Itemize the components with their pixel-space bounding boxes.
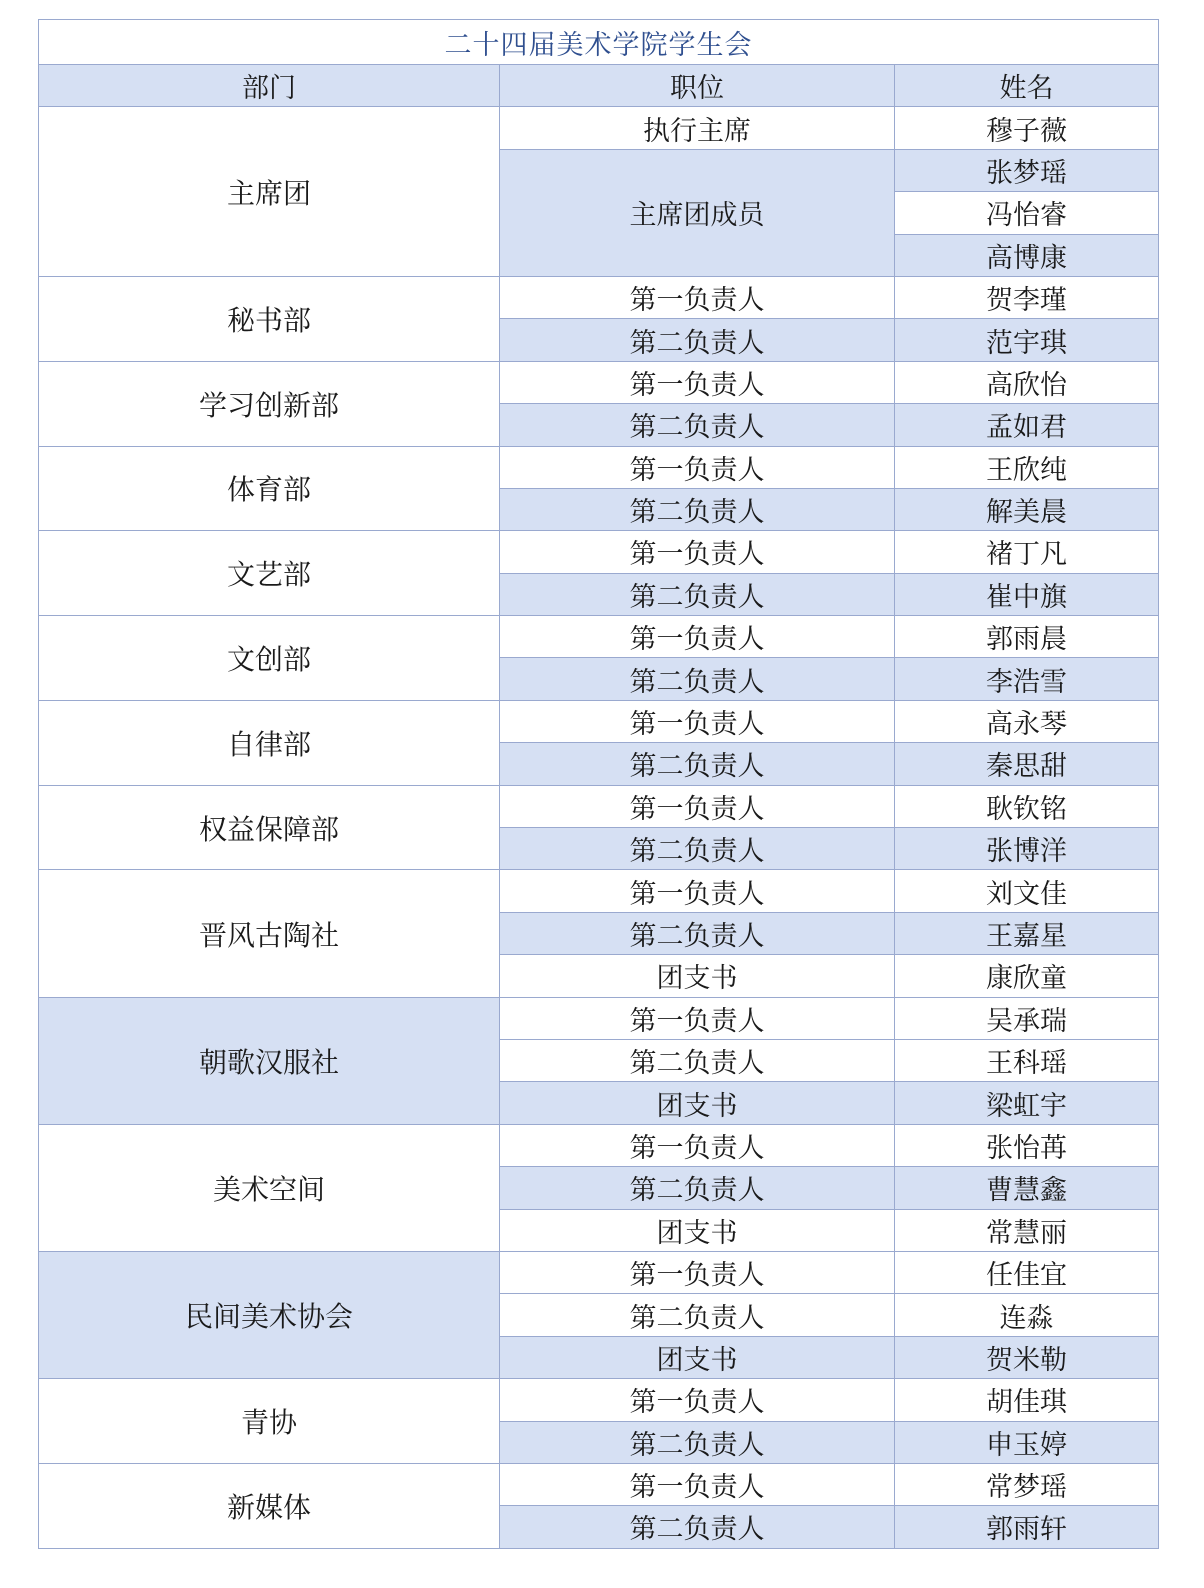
position-cell: 第一负责人	[500, 785, 895, 827]
dept-cell: 晋风古陶社	[39, 870, 500, 997]
name-cell: 范宇琪	[895, 319, 1159, 361]
table-row	[39, 785, 1159, 827]
table-row	[39, 276, 1159, 318]
name-cell: 王欣纯	[895, 446, 1159, 488]
position-cell: 第一负责人	[500, 616, 895, 658]
name-cell: 冯怡睿	[895, 192, 1159, 234]
name-cell: 高博康	[895, 234, 1159, 276]
name-cell: 贺李瑾	[895, 276, 1159, 318]
name-cell: 郭雨轩	[895, 1506, 1159, 1548]
name-cell: 秦思甜	[895, 743, 1159, 785]
dept-cell: 文创部	[39, 616, 500, 701]
name-cell: 梁虹宇	[895, 1082, 1159, 1124]
name-cell: 张怡苒	[895, 1124, 1159, 1166]
header-position: 职位	[500, 65, 895, 107]
position-cell: 第二负责人	[500, 1506, 895, 1548]
position-cell: 第二负责人	[500, 573, 895, 615]
position-cell: 第二负责人	[500, 1167, 895, 1209]
position-cell: 第一负责人	[500, 361, 895, 403]
position-cell: 第一负责人	[500, 997, 895, 1039]
name-cell: 曹慧鑫	[895, 1167, 1159, 1209]
dept-cell: 民间美术协会	[39, 1251, 500, 1378]
dept-cell: 秘书部	[39, 276, 500, 361]
name-cell: 崔中旗	[895, 573, 1159, 615]
table-row	[39, 531, 1159, 573]
position-cell: 第一负责人	[500, 531, 895, 573]
position-cell: 第二负责人	[500, 912, 895, 954]
table-row	[39, 1124, 1159, 1166]
position-cell: 第一负责人	[500, 276, 895, 318]
name-cell: 连淼	[895, 1294, 1159, 1336]
name-cell: 孟如君	[895, 404, 1159, 446]
dept-cell: 美术空间	[39, 1124, 500, 1251]
name-cell: 李浩雪	[895, 658, 1159, 700]
name-cell: 王嘉星	[895, 912, 1159, 954]
name-cell: 穆子薇	[895, 107, 1159, 149]
dept-cell: 朝歌汉服社	[39, 997, 500, 1124]
table-row	[39, 1251, 1159, 1293]
name-cell: 解美晨	[895, 488, 1159, 530]
table-row	[39, 700, 1159, 742]
name-cell: 张梦瑶	[895, 149, 1159, 191]
position-cell: 第一负责人	[500, 1463, 895, 1505]
dept-cell: 体育部	[39, 446, 500, 531]
position-cell: 第一负责人	[500, 446, 895, 488]
position-cell: 第二负责人	[500, 1421, 895, 1463]
roster-body	[39, 107, 1159, 1548]
dept-cell: 自律部	[39, 700, 500, 785]
table-row	[39, 446, 1159, 488]
name-cell: 王科瑶	[895, 1039, 1159, 1081]
position-cell: 主席团成员	[500, 149, 895, 276]
dept-cell: 青协	[39, 1379, 500, 1464]
name-cell: 张博洋	[895, 828, 1159, 870]
position-cell: 第二负责人	[500, 1039, 895, 1081]
name-cell: 耿钦铭	[895, 785, 1159, 827]
table-row	[39, 1463, 1159, 1505]
position-cell: 第二负责人	[500, 828, 895, 870]
position-cell: 第一负责人	[500, 1379, 895, 1421]
table-row	[39, 1379, 1159, 1421]
name-cell: 常梦瑶	[895, 1463, 1159, 1505]
header-dept: 部门	[39, 65, 500, 107]
position-cell: 第二负责人	[500, 1294, 895, 1336]
position-cell: 第一负责人	[500, 1251, 895, 1293]
name-cell: 高欣怡	[895, 361, 1159, 403]
position-cell: 团支书	[500, 1082, 895, 1124]
position-cell: 执行主席	[500, 107, 895, 149]
table-row	[39, 361, 1159, 403]
name-cell: 郭雨晨	[895, 616, 1159, 658]
name-cell: 贺米勒	[895, 1336, 1159, 1378]
table-row	[39, 107, 1159, 149]
position-cell: 第一负责人	[500, 870, 895, 912]
name-cell: 吴承瑞	[895, 997, 1159, 1039]
name-cell: 任佳宜	[895, 1251, 1159, 1293]
position-cell: 第一负责人	[500, 1124, 895, 1166]
name-cell: 褚丁凡	[895, 531, 1159, 573]
name-cell: 高永琴	[895, 700, 1159, 742]
dept-cell: 文艺部	[39, 531, 500, 616]
name-cell: 申玉婷	[895, 1421, 1159, 1463]
position-cell: 第二负责人	[500, 488, 895, 530]
position-cell: 团支书	[500, 1209, 895, 1251]
name-cell: 胡佳琪	[895, 1379, 1159, 1421]
table-row	[39, 997, 1159, 1039]
header-name: 姓名	[895, 65, 1159, 107]
roster-table	[38, 19, 1159, 1549]
position-cell: 第二负责人	[500, 743, 895, 785]
name-cell: 常慧丽	[895, 1209, 1159, 1251]
roster-table-container	[38, 19, 1158, 1549]
table-title: 二十四届美术学院学生会	[39, 20, 1159, 65]
dept-cell: 主席团	[39, 107, 500, 277]
table-row	[39, 616, 1159, 658]
position-cell: 团支书	[500, 955, 895, 997]
name-cell: 康欣童	[895, 955, 1159, 997]
name-cell: 刘文佳	[895, 870, 1159, 912]
dept-cell: 学习创新部	[39, 361, 500, 446]
position-cell: 第二负责人	[500, 658, 895, 700]
position-cell: 第一负责人	[500, 700, 895, 742]
dept-cell: 权益保障部	[39, 785, 500, 870]
position-cell: 第二负责人	[500, 319, 895, 361]
table-row	[39, 870, 1159, 912]
position-cell: 第二负责人	[500, 404, 895, 446]
dept-cell: 新媒体	[39, 1463, 500, 1548]
position-cell: 团支书	[500, 1336, 895, 1378]
